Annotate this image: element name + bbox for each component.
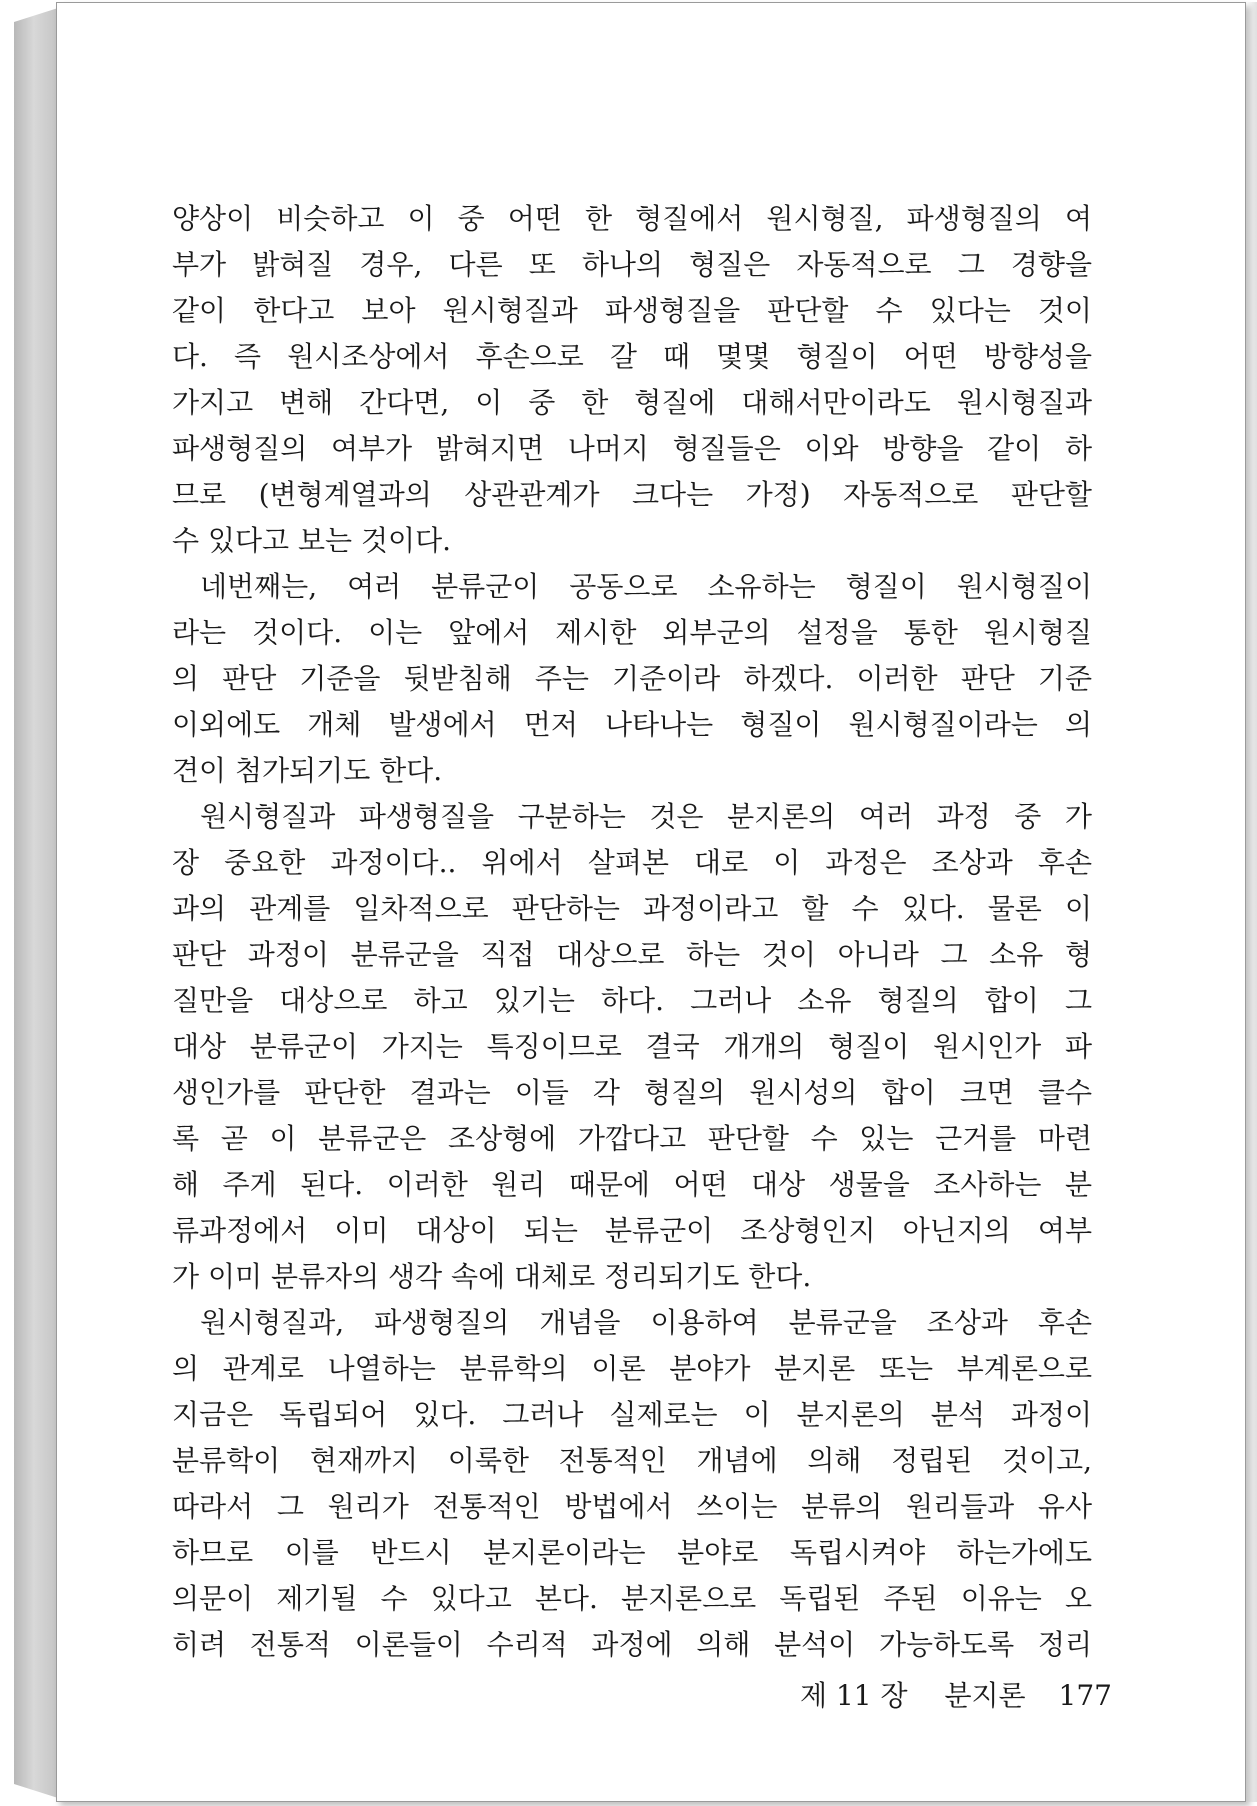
- text-line: 록 곧 이 분류군은 조상형에 가깝다고 판단할 수 있는 근거를 마련: [172, 1122, 1092, 1155]
- page-shadow: [1247, 2, 1257, 1802]
- text-line: 가 이미 분류자의 생각 속에 대체로 정리되기도 한다.: [172, 1260, 812, 1293]
- text-line: 네번째는, 여러 분류군이 공동으로 소유하는 형질이 원시형질이: [200, 570, 1092, 603]
- text-line: 수 있다고 보는 것이다.: [172, 524, 452, 557]
- text-line: 장 중요한 과정이다.. 위에서 살펴본 대로 이 과정은 조상과 후손: [172, 846, 1092, 879]
- text-line: 따라서 그 원리가 전통적인 방법에서 쓰이는 분류의 원리들과 유사: [172, 1490, 1092, 1523]
- text-line: 히려 전통적 이론들이 수리적 과정에 의해 분석이 가능하도록 정리: [172, 1628, 1092, 1661]
- book-edge: [14, 8, 58, 1798]
- text-line: 생인가를 판단한 결과는 이들 각 형질의 원시성의 합이 크면 클수: [172, 1076, 1092, 1109]
- text-line: 양상이 비슷하고 이 중 어떤 한 형질에서 원시형질, 파생형질의 여: [172, 202, 1092, 235]
- text-line: 파생형질의 여부가 밝혀지면 나머지 형질들은 이와 방향을 같이 하: [172, 432, 1092, 465]
- text-line: 같이 한다고 보아 원시형질과 파생형질을 판단할 수 있다는 것이: [172, 294, 1092, 327]
- text-line: 대상 분류군이 가지는 특징이므로 결국 개개의 형질이 원시인가 파: [172, 1030, 1092, 1063]
- text-line: 므로 (변형계열과의 상관관계가 크다는 가정) 자동적으로 판단할: [172, 478, 1092, 511]
- text-line: 해 주게 된다. 이러한 원리 때문에 어떤 대상 생물을 조사하는 분: [172, 1168, 1092, 1201]
- text-line: 다. 즉 원시조상에서 후손으로 갈 때 몇몇 형질이 어떤 방향성을: [172, 340, 1092, 373]
- text-line: 원시형질과, 파생형질의 개념을 이용하여 분류군을 조상과 후손: [200, 1306, 1092, 1339]
- text-line: 이외에도 개체 발생에서 먼저 나타나는 형질이 원시형질이라는 의: [172, 708, 1092, 741]
- text-line: 하므로 이를 반드시 분지론이라는 분야로 독립시켜야 하는가에도: [172, 1536, 1092, 1569]
- text-line: 과의 관계를 일차적으로 판단하는 과정이라고 할 수 있다. 물론 이: [172, 892, 1092, 925]
- text-line: 부가 밝혀질 경우, 다른 또 하나의 형질은 자동적으로 그 경향을: [172, 248, 1092, 281]
- page-footer: [800, 1674, 1112, 1714]
- text-line: 판단 과정이 분류군을 직접 대상으로 하는 것이 아니라 그 소유 형: [172, 938, 1092, 971]
- chapter-label: 제 11 장: [800, 1679, 908, 1712]
- text-line: 원시형질과 파생형질을 구분하는 것은 분지론의 여러 과정 중 가: [200, 800, 1092, 833]
- text-line: 견이 첨가되기도 한다.: [172, 754, 443, 787]
- text-line: 의문이 제기될 수 있다고 본다. 분지론으로 독립된 주된 이유는 오: [172, 1582, 1092, 1615]
- text-line: 질만을 대상으로 하고 있기는 하다. 그러나 소유 형질의 합이 그: [172, 984, 1092, 1017]
- page-number: 177: [1058, 1679, 1112, 1712]
- text-line: 의 관계로 나열하는 분류학의 이론 분야가 분지론 또는 부계론으로: [172, 1352, 1092, 1385]
- text-line: 지금은 독립되어 있다. 그러나 실제로는 이 분지론의 분석 과정이: [172, 1398, 1092, 1431]
- text-line: 의 판단 기준을 뒷받침해 주는 기준이라 하겠다. 이러한 판단 기준: [172, 662, 1092, 695]
- section-title: 분지론: [944, 1679, 1026, 1712]
- text-line: 류과정에서 이미 대상이 되는 분류군이 조상형인지 아닌지의 여부: [172, 1214, 1092, 1247]
- body-text: [172, 196, 1092, 1668]
- text-line: 라는 것이다. 이는 앞에서 제시한 외부군의 설정을 통한 원시형질: [172, 616, 1092, 649]
- text-line: 분류학이 현재까지 이룩한 전통적인 개념에 의해 정립된 것이고,: [172, 1444, 1092, 1477]
- text-line: 가지고 변해 간다면, 이 중 한 형질에 대해서만이라도 원시형질과: [172, 386, 1092, 419]
